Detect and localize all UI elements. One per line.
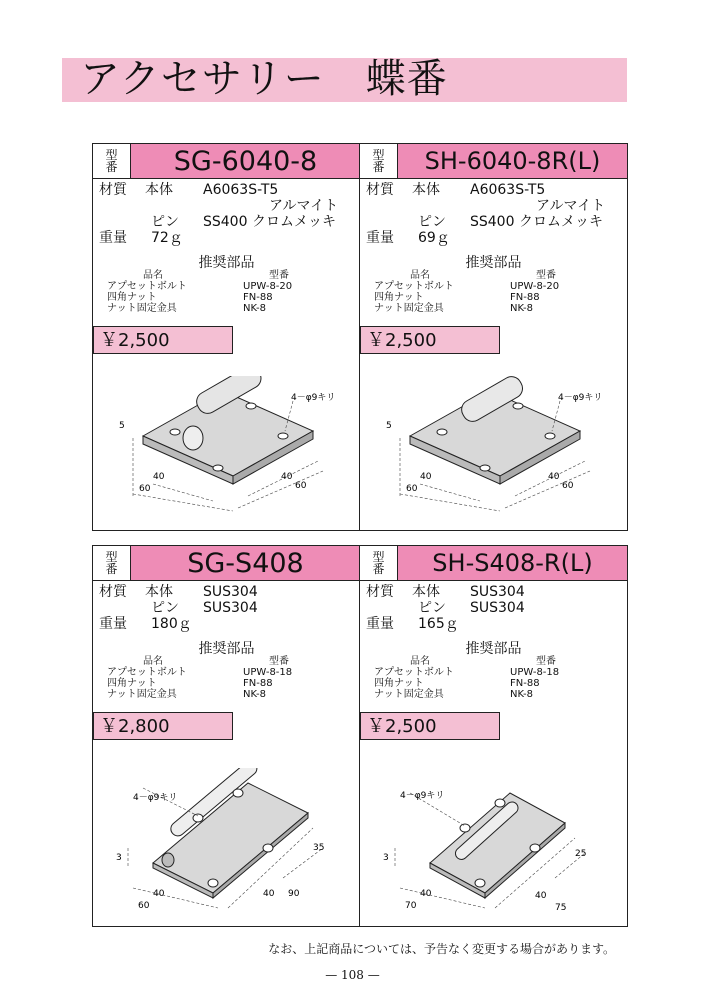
product-card-sh-6040-8rl [359,143,628,531]
weight-label: 重量 [99,616,127,632]
body-value: SUS304 [470,584,525,600]
pin-value: SUS304 [470,600,525,616]
pin-label: ピン [151,214,179,230]
part-name: アプセットボルト [374,281,454,292]
parts-table [93,270,360,320]
part-model: NK-8 [510,303,533,314]
parts-col-model: 型番 [269,656,289,667]
dim-label: 3 [383,853,389,863]
pin-value: SUS304 [203,600,258,616]
dim-label: 40 [281,472,293,482]
part-name: アプセットボルト [107,667,187,678]
model-label [360,144,398,178]
part-name: ナット固定金具 [107,689,177,700]
model-label-top: 型 [105,550,118,564]
dim-label: 75 [555,903,567,913]
parts-table [93,656,360,706]
recommended-parts-title: 推奨部品 [465,255,522,271]
weight-value: 165ｇ [418,616,459,632]
model-number: SH-6040-8R(L) [398,144,627,178]
material-label: 材質 [99,584,127,600]
body-finish: アルマイト [536,198,606,214]
disclaimer-note: なお、上記商品については、予告なく変更する場合があります。 [268,942,615,956]
parts-col-name: 品名 [143,656,163,667]
model-label-bottom: 番 [372,562,385,576]
part-model: UPW-8-18 [243,667,293,678]
part-model: UPW-8-20 [510,281,560,292]
body-label: 本体 [412,584,440,600]
page-number: — 108 — [325,968,380,982]
parts-table [360,656,627,706]
body-label: 本体 [145,584,173,600]
product-card-sg-6040-8 [92,143,361,531]
dim-label: 40 [153,889,165,899]
body-label: 本体 [145,182,173,198]
model-number: SH-S408-R(L) [398,546,627,580]
parts-col-model: 型番 [536,270,556,281]
model-label-bottom: 番 [105,562,118,576]
dim-label: 4－φ9キリ [133,793,178,803]
dim-label: 35 [313,843,325,853]
parts-col-model: 型番 [536,656,556,667]
dim-label: 90 [288,889,300,899]
weight-label: 重量 [366,230,394,246]
body-label: 本体 [412,182,440,198]
dim-label: 40 [263,889,275,899]
weight-value: 69ｇ [418,230,450,246]
pin-label: ピン [151,600,179,616]
spec-block [93,584,360,638]
model-label-bottom: 番 [372,160,385,174]
part-name: 四角ナット [107,292,157,303]
model-label [360,546,398,580]
part-name: 四角ナット [374,678,424,689]
spec-block [360,182,627,252]
model-label [93,144,131,178]
parts-col-name: 品名 [410,270,430,281]
model-number: SG-S408 [131,546,360,580]
dim-label: 40 [535,891,547,901]
dim-label: 4－φ9キリ [291,393,336,403]
dim-label: 60 [139,484,151,494]
pin-label: ピン [418,214,446,230]
part-model: FN-88 [243,678,273,689]
weight-value: 180ｇ [151,616,192,632]
product-card-sh-s408-rl [359,545,628,927]
dim-label: 70 [405,901,417,911]
part-model: NK-8 [243,303,266,314]
spec-block [360,584,627,638]
dim-label: 60 [562,481,574,491]
body-value: A6063S-T5 [203,182,279,198]
price-box: ￥2,800 [93,712,233,740]
model-label-top: 型 [372,550,385,564]
part-name: ナット固定金具 [107,303,177,314]
part-model: NK-8 [243,689,266,700]
dim-label: 40 [420,889,432,899]
part-model: FN-88 [510,678,540,689]
parts-col-name: 品名 [143,270,163,281]
parts-col-name: 品名 [410,656,430,667]
card-header [93,144,360,179]
body-value: A6063S-T5 [470,182,546,198]
model-number: SG-6040-8 [131,144,360,178]
parts-table [360,270,627,320]
dim-label: 60 [138,901,150,911]
weight-label: 重量 [99,230,127,246]
dim-label: 4－φ9キリ [558,393,603,403]
dim-label: 60 [406,484,418,494]
model-label-top: 型 [372,148,385,162]
material-label: 材質 [99,182,127,198]
spec-block [93,182,360,252]
dim-label: 40 [420,472,432,482]
part-name: 四角ナット [374,292,424,303]
part-model: FN-88 [510,292,540,303]
part-model: UPW-8-20 [243,281,293,292]
dim-label: 25 [575,849,587,859]
model-label-top: 型 [105,148,118,162]
material-label: 材質 [366,584,394,600]
price-box: ￥2,500 [93,326,233,354]
parts-col-model: 型番 [269,270,289,281]
part-model: UPW-8-18 [510,667,560,678]
hinge-drawing [375,768,615,918]
card-header [93,546,360,581]
body-finish: アルマイト [269,198,339,214]
part-name: 四角ナット [107,678,157,689]
material-label: 材質 [366,182,394,198]
pin-label: ピン [418,600,446,616]
hinge-drawing [108,768,348,918]
dim-label: 5 [386,421,392,431]
dim-label: 4－φ9キリ [400,791,445,801]
part-name: ナット固定金具 [374,303,444,314]
recommended-parts-title: 推奨部品 [198,255,255,271]
recommended-parts-title: 推奨部品 [198,641,255,657]
card-header [360,144,627,179]
part-name: アプセットボルト [107,281,187,292]
model-label [93,546,131,580]
weight-value: 72ｇ [151,230,183,246]
dim-label: 5 [119,421,125,431]
part-model: FN-88 [243,292,273,303]
card-header [360,546,627,581]
hinge-drawing [380,376,610,521]
weight-label: 重量 [366,616,394,632]
part-name: ナット固定金具 [374,689,444,700]
recommended-parts-title: 推奨部品 [465,641,522,657]
pin-value: SS400 クロムメッキ [470,214,603,230]
dim-label: 60 [295,481,307,491]
dim-label: 40 [548,472,560,482]
price-box: ￥2,500 [360,712,500,740]
page-title: アクセサリー 蝶番 [80,56,448,102]
hinge-drawing [113,376,343,521]
product-card-sg-s408 [92,545,361,927]
body-value: SUS304 [203,584,258,600]
part-model: NK-8 [510,689,533,700]
price-box: ￥2,500 [360,326,500,354]
dim-label: 40 [153,472,165,482]
pin-value: SS400 クロムメッキ [203,214,336,230]
model-label-bottom: 番 [105,160,118,174]
part-name: アプセットボルト [374,667,454,678]
dim-label: 3 [116,853,122,863]
